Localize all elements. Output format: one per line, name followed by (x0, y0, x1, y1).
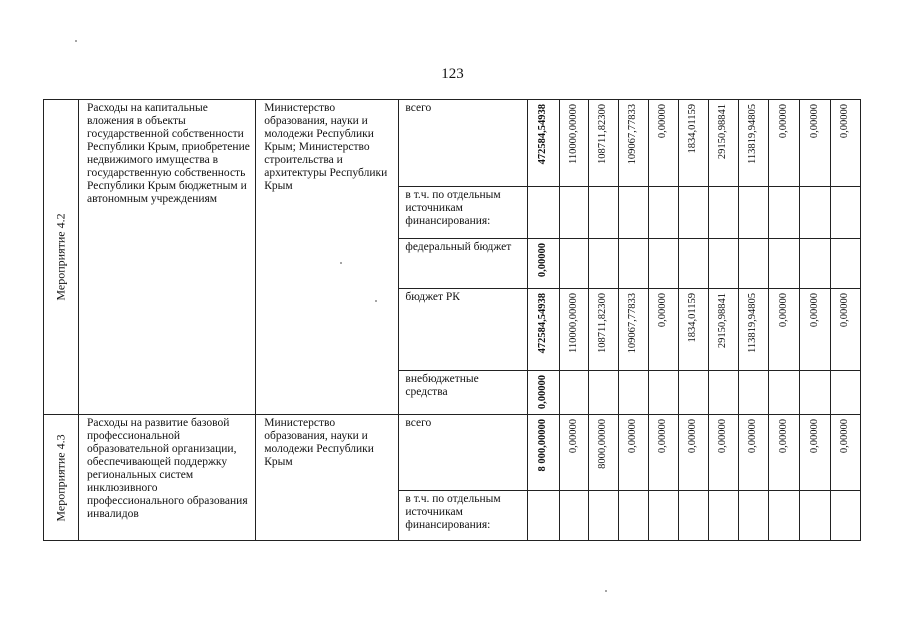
amount-value: 0,00000 (808, 419, 820, 454)
amount-cell (618, 371, 648, 415)
amount-cell (527, 289, 559, 371)
scan-speck (340, 262, 342, 264)
amount-value: 29150,98841 (717, 104, 729, 160)
budget-table (43, 99, 861, 541)
measure-description: Расходы на капитальные вложения в объекты государственной собственности Республики Крым, приобретение недвижимого имущества в государственную собственность Республики Крым бюджетным и автономным учреждениям (79, 100, 256, 415)
amount-value: 110000,00000 (567, 293, 579, 353)
scan-speck (605, 590, 607, 592)
amount-cell (799, 289, 830, 371)
amount-cell (527, 371, 559, 415)
amount-cell (799, 187, 830, 239)
amount-cell (830, 100, 860, 187)
amount-value: 0,00000 (777, 293, 789, 328)
amount-value: 113819,94805 (747, 293, 759, 353)
amount-cell (559, 100, 588, 187)
amount-value: 0,00000 (717, 419, 729, 454)
amount-cell (618, 100, 648, 187)
amount-value: 0,00000 (839, 419, 851, 454)
amount-cell (768, 491, 799, 541)
amount-cell (559, 187, 588, 239)
amount-cell (648, 187, 678, 239)
amount-cell (527, 491, 559, 541)
amount-value: 1834,01159 (687, 104, 699, 154)
table-row (44, 415, 861, 491)
amount-cell (799, 371, 830, 415)
amount-cell (708, 239, 738, 289)
amount-cell (618, 491, 648, 541)
amount-value: 29150,98841 (717, 293, 729, 349)
amount-cell (618, 239, 648, 289)
amount-value: 0,00000 (687, 419, 699, 454)
amount-value: 0,00000 (657, 104, 669, 139)
amount-cell (559, 415, 588, 491)
amount-value: 0,00000 (777, 419, 789, 454)
amount-cell (678, 187, 708, 239)
amount-cell (738, 100, 768, 187)
amount-cell (678, 491, 708, 541)
amount-cell (527, 100, 559, 187)
amount-cell (648, 491, 678, 541)
amount-cell (768, 239, 799, 289)
amount-cell (738, 491, 768, 541)
measure-executor: Министерство образования, науки и молодежи Республики Крым; Министерство строительства и архитектуры Республики Крым (256, 100, 399, 415)
funding-source-label: бюджет РК (399, 289, 527, 371)
amount-cell (738, 415, 768, 491)
amount-cell (768, 100, 799, 187)
amount-value: 472584,54938 (537, 293, 549, 354)
amount-cell (559, 371, 588, 415)
amount-cell (738, 187, 768, 239)
amount-value: 0,00000 (777, 104, 789, 139)
amount-value: 0,00000 (627, 419, 639, 454)
amount-cell (830, 491, 860, 541)
funding-source-label: федеральный бюджет (399, 239, 527, 289)
page-number: 123 (441, 66, 464, 82)
amount-cell (618, 289, 648, 371)
funding-source-label: всего (399, 100, 527, 187)
measure-code: Мероприятие 4.2 (53, 213, 68, 301)
amount-value: 108711,82300 (597, 104, 609, 164)
amount-cell (648, 371, 678, 415)
amount-cell (678, 289, 708, 371)
amount-cell (830, 187, 860, 239)
amount-cell (708, 491, 738, 541)
amount-cell (648, 289, 678, 371)
amount-value: 110000,00000 (567, 104, 579, 164)
amount-cell (830, 415, 860, 491)
amount-cell (678, 239, 708, 289)
funding-source-label: внебюджетные средства (399, 371, 527, 415)
funding-source-label: в т.ч. по отдельным источникам финансирования: (399, 491, 527, 541)
amount-cell (588, 100, 618, 187)
table-row (44, 100, 861, 187)
amount-cell (738, 289, 768, 371)
amount-value: 113819,94805 (747, 104, 759, 164)
amount-cell (708, 289, 738, 371)
amount-cell (768, 371, 799, 415)
amount-cell (618, 187, 648, 239)
amount-cell (738, 239, 768, 289)
amount-cell (678, 415, 708, 491)
amount-cell (830, 239, 860, 289)
amount-cell (588, 187, 618, 239)
amount-cell (830, 289, 860, 371)
amount-value: 0,00000 (567, 419, 579, 454)
amount-cell (588, 415, 618, 491)
amount-cell (648, 415, 678, 491)
amount-cell (678, 100, 708, 187)
amount-cell (708, 187, 738, 239)
amount-cell (588, 491, 618, 541)
amount-value: 109067,77833 (627, 104, 639, 165)
amount-value: 0,00000 (747, 419, 759, 454)
measure-code-cell (44, 415, 79, 541)
measure-executor: Министерство образования, науки и молодежи Республики Крым (256, 415, 399, 541)
amount-value: 0,00000 (657, 293, 669, 328)
amount-cell (830, 371, 860, 415)
amount-cell (799, 239, 830, 289)
amount-cell (768, 289, 799, 371)
amount-value: 0,00000 (657, 419, 669, 454)
amount-value: 472584,54938 (537, 104, 549, 165)
amount-value: 0,00000 (839, 104, 851, 139)
amount-value: 8 000,00000 (537, 419, 549, 472)
amount-value: 1834,01159 (687, 293, 699, 343)
amount-cell (527, 239, 559, 289)
funding-source-label: всего (399, 415, 527, 491)
amount-cell (648, 100, 678, 187)
amount-value: 0,00000 (839, 293, 851, 328)
amount-value: 109067,77833 (627, 293, 639, 354)
scan-speck (375, 300, 377, 302)
amount-cell (708, 415, 738, 491)
amount-cell (527, 187, 559, 239)
measure-description: Расходы на развитие базовой профессиональной образовательной организации, обеспечивающей поддержку региональных систем инклюзивного профессионального образования инвалидов (79, 415, 256, 541)
amount-cell (799, 415, 830, 491)
amount-cell (527, 415, 559, 491)
amount-cell (588, 371, 618, 415)
amount-cell (768, 415, 799, 491)
amount-cell (588, 289, 618, 371)
amount-value: 0,00000 (537, 243, 549, 278)
amount-value: 8000,00000 (597, 419, 609, 469)
amount-cell (708, 371, 738, 415)
amount-cell (648, 239, 678, 289)
measure-code: Мероприятие 4.3 (53, 433, 68, 522)
amount-cell (678, 371, 708, 415)
funding-source-label: в т.ч. по отдельным источникам финансирования: (399, 187, 527, 239)
amount-value: 0,00000 (808, 104, 820, 139)
scan-speck (75, 40, 77, 42)
amount-cell (738, 371, 768, 415)
amount-cell (559, 239, 588, 289)
amount-cell (799, 100, 830, 187)
amount-value: 108711,82300 (597, 293, 609, 353)
amount-value: 0,00000 (537, 375, 549, 410)
amount-cell (588, 239, 618, 289)
amount-cell (768, 187, 799, 239)
amount-cell (559, 289, 588, 371)
amount-value: 0,00000 (808, 293, 820, 328)
amount-cell (618, 415, 648, 491)
amount-cell (559, 491, 588, 541)
measure-code-cell (44, 100, 79, 415)
amount-cell (708, 100, 738, 187)
amount-cell (799, 491, 830, 541)
